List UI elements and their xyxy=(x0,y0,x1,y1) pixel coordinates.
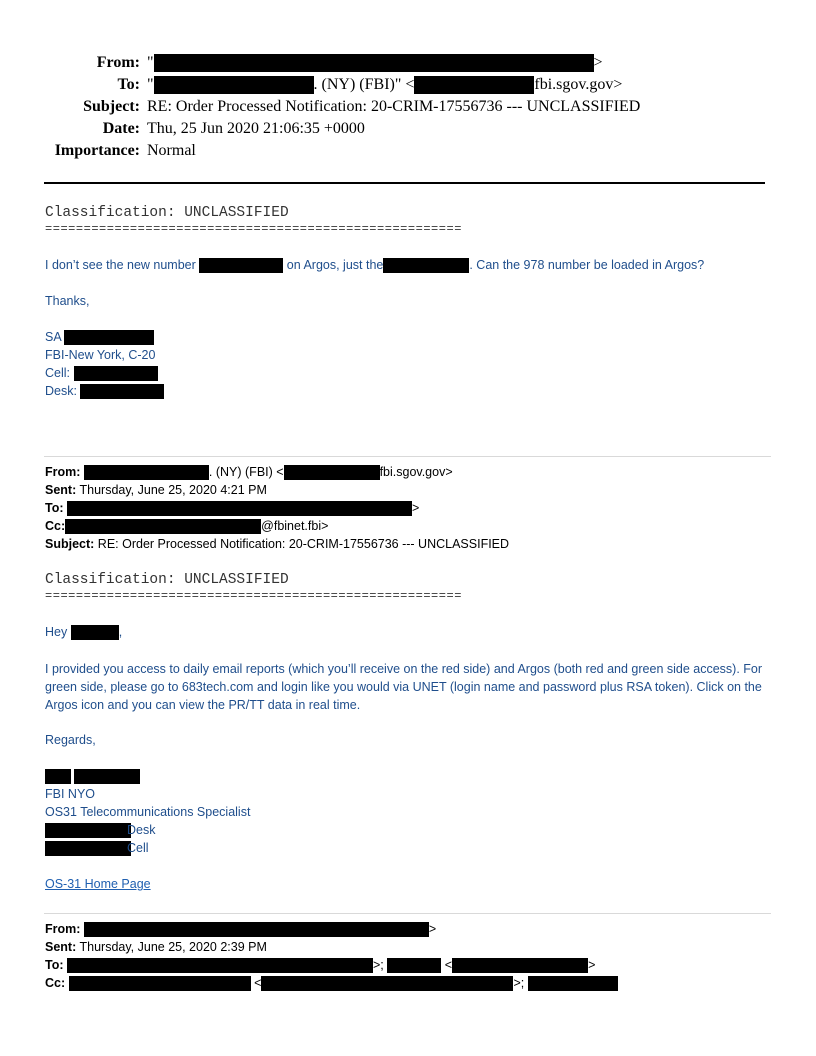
greeting: Hey , xyxy=(45,625,123,639)
msg2-subject-row: Subject: RE: Order Processed Notification: 20-CRIM-17556736 --- UNCLASSIFIED xyxy=(45,537,510,551)
classification-banner: Classification: UNCLASSIFIED xyxy=(45,572,289,588)
redaction xyxy=(452,958,588,973)
header-date-label: Date: xyxy=(102,120,140,137)
thanks-text: Thanks, xyxy=(45,294,90,308)
redaction xyxy=(261,976,513,991)
message-line: I don’t see the new number on Argos, just the . Can the 978 number be loaded in Argos? xyxy=(45,258,705,272)
header-subject-label: Subject: xyxy=(83,98,140,115)
header-divider xyxy=(44,182,765,184)
redaction xyxy=(74,769,140,784)
signature-office: FBI-New York, C-20 xyxy=(45,348,156,362)
signature-desk: Desk xyxy=(45,823,155,838)
header-subject-row xyxy=(0,96,816,118)
header-to-row: To: " . (NY) (FBI)" < fbi.sgov.gov> xyxy=(0,74,816,96)
msg3-from-row: From: > xyxy=(45,922,437,936)
redaction xyxy=(69,976,251,991)
msg2-sent-row: Sent: Thursday, June 25, 2020 4:21 PM xyxy=(45,483,267,497)
redaction xyxy=(67,501,412,516)
header-from-row: From: " > xyxy=(0,52,816,74)
classification-banner: Classification: UNCLASSIFIED xyxy=(45,205,289,221)
signature-name xyxy=(45,769,140,784)
signature-title: OS31 Telecommunications Specialist xyxy=(45,805,251,819)
os31-home-page-link[interactable]: OS-31 Home Page xyxy=(45,877,151,891)
msg3-sent-row: Sent: Thursday, June 25, 2020 2:39 PM xyxy=(45,940,267,954)
redaction xyxy=(64,330,154,345)
redaction xyxy=(84,922,429,937)
redaction xyxy=(65,519,261,534)
msg2-to-row: To: > xyxy=(45,501,420,515)
header-to-label: To: xyxy=(117,76,140,93)
header-subject-value: RE: Order Processed Notification: 20-CRIM-17556736 --- UNCLASSIFIED xyxy=(147,98,641,115)
signature-desk: Desk: xyxy=(45,384,164,399)
message-paragraph: I provided you access to daily email reports (which you’ll receive on the red side) and Argos (both red and green side access). For green side, please go to 683tech.com and login like you would via UNET (login name and password plus RSA token). Click on the Argos icon and you can view the PR/TT data in real time. xyxy=(45,662,763,712)
msg2-from-row: From: . (NY) (FBI) < fbi.sgov.gov> xyxy=(45,465,453,479)
classification-separator: ====================================================== xyxy=(45,222,462,236)
redaction xyxy=(199,258,283,273)
message-divider xyxy=(44,456,771,457)
classification-separator: ====================================================== xyxy=(45,589,462,603)
redaction xyxy=(154,54,594,72)
redaction xyxy=(45,841,131,856)
header-importance-label: Importance: xyxy=(54,142,140,159)
redaction xyxy=(284,465,380,480)
message-divider xyxy=(44,913,771,914)
signature-name: SA xyxy=(45,330,154,345)
redaction xyxy=(528,976,618,991)
msg2-cc-row: Cc: @fbinet.fbi> xyxy=(45,519,329,533)
redaction xyxy=(154,76,314,94)
redaction xyxy=(71,625,119,640)
header-date-row xyxy=(0,118,816,140)
redaction xyxy=(45,823,131,838)
redaction xyxy=(387,958,441,973)
redaction xyxy=(67,958,373,973)
signature-office: FBI NYO xyxy=(45,787,96,801)
header-from-label: From: xyxy=(96,54,140,71)
header-importance-value: Normal xyxy=(147,142,196,159)
redaction xyxy=(414,76,534,94)
redaction xyxy=(383,258,469,273)
redaction xyxy=(74,366,158,381)
signature-cell: Cell xyxy=(45,841,149,856)
msg3-to-row: To: >; < > xyxy=(45,958,596,972)
header-importance-row xyxy=(0,140,816,162)
msg3-cc-row: Cc: < >; xyxy=(45,974,618,992)
signature-cell: Cell: xyxy=(45,366,158,381)
redaction xyxy=(45,769,71,784)
redaction xyxy=(80,384,164,399)
redaction xyxy=(84,465,209,480)
regards-text: Regards, xyxy=(45,733,96,747)
header-date-value: Thu, 25 Jun 2020 21:06:35 +0000 xyxy=(147,120,365,137)
